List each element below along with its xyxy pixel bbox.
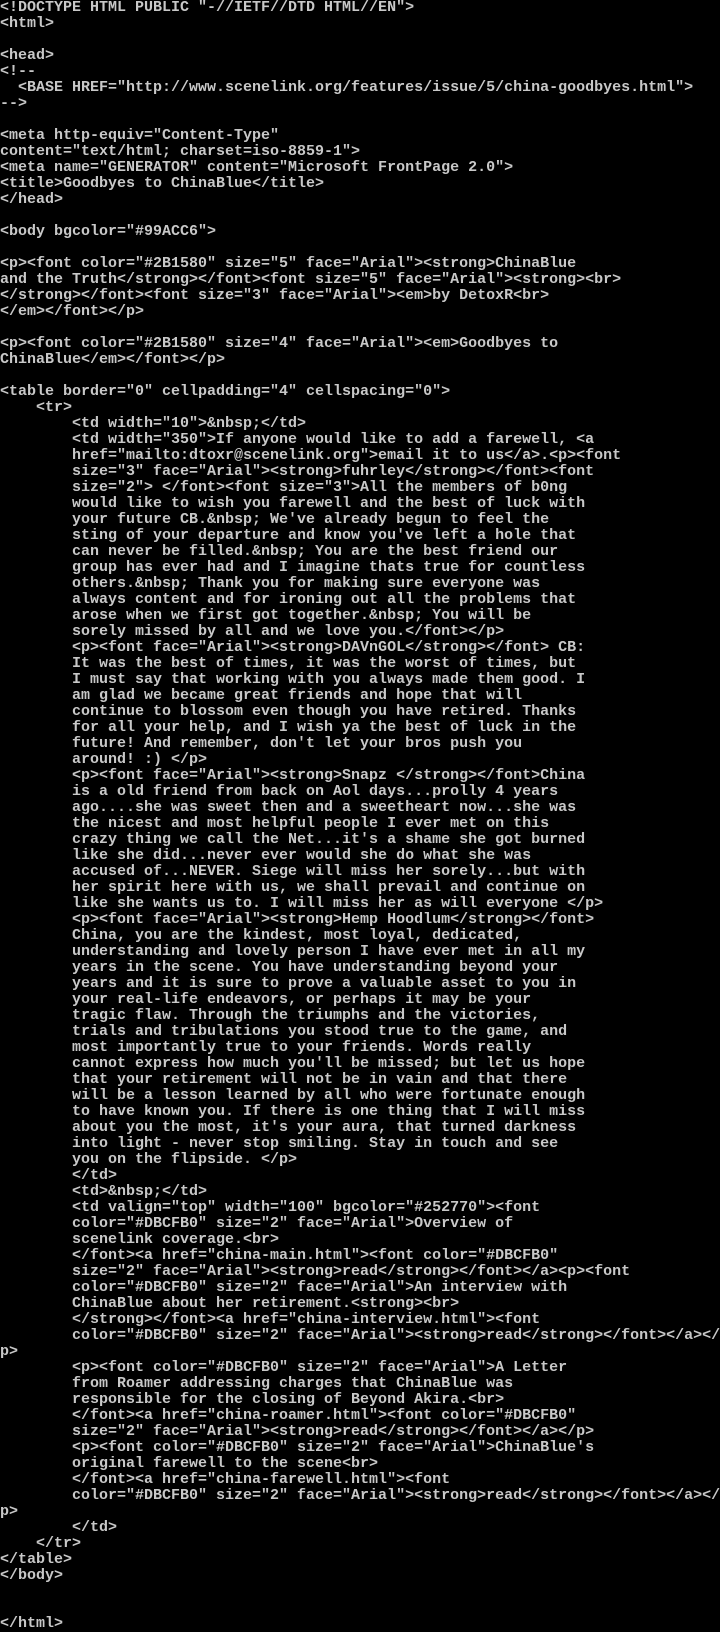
code-line: </tr> bbox=[0, 1536, 82, 1552]
code-line: <p><font face="Arial"><strong>Snapz </strong></font>China bbox=[0, 768, 586, 784]
code-line: <p><font color="#2B1580" size="5" face="Arial"><strong>ChinaBlue bbox=[0, 256, 577, 272]
code-line: <head> bbox=[0, 48, 55, 64]
code-line: <p><font color="#DBCFB0" size="2" face="Arial">ChinaBlue's bbox=[0, 1440, 595, 1456]
code-line: <meta name="GENERATOR" content="Microsoft FrontPage 2.0"> bbox=[0, 160, 514, 176]
code-line: China, you are the kindest, most loyal, dedicated, bbox=[0, 928, 523, 944]
code-line bbox=[0, 368, 720, 384]
code-line: <html> bbox=[0, 16, 55, 32]
code-line bbox=[0, 112, 720, 128]
code-line: that your retirement will not be in vain and that there bbox=[0, 1072, 568, 1088]
code-line: p> bbox=[0, 1504, 19, 1520]
code-line: </strong></font><font size="3" face="Arial"><em>by DetoxR<br> bbox=[0, 288, 550, 304]
code-line: to have known you. If there is one thing that I will miss bbox=[0, 1104, 586, 1120]
code-line: ChinaBlue about her retirement.<strong><br> bbox=[0, 1296, 460, 1312]
code-line: I must say that working with you always made them good. I bbox=[0, 672, 586, 688]
code-line: the nicest and most helpful people I ever met on this bbox=[0, 816, 550, 832]
code-line: most importantly true to your friends. Words really bbox=[0, 1040, 532, 1056]
code-line: <table border="0" cellpadding="4" cellspacing="0"> bbox=[0, 384, 451, 400]
code-line: </font><a href="china-farewell.html"><font bbox=[0, 1472, 451, 1488]
code-line: around! :) </p> bbox=[0, 752, 208, 768]
code-line: trials and tribulations you stood true to the game, and bbox=[0, 1024, 568, 1040]
code-line: <p><font color="#2B1580" size="4" face="Arial"><em>Goodbyes to bbox=[0, 336, 559, 352]
code-line: would like to wish you farewell and the best of luck with bbox=[0, 496, 586, 512]
code-line: color="#DBCFB0" size="2" face="Arial">Overview of bbox=[0, 1216, 514, 1232]
code-line: </td> bbox=[0, 1520, 118, 1536]
code-line: <meta http-equiv="Content-Type" bbox=[0, 128, 280, 144]
code-line: is a old friend from back on Aol days...prolly 4 years bbox=[0, 784, 559, 800]
code-line: </font><a href="china-main.html"><font color="#DBCFB0" bbox=[0, 1248, 559, 1264]
code-line: </strong></font><a href="china-interview.html"><font bbox=[0, 1312, 541, 1328]
code-line: size="2"> </font><font size="3">All the members of b0ng bbox=[0, 480, 568, 496]
code-line bbox=[0, 240, 720, 256]
code-line: <td>&nbsp;</td> bbox=[0, 1184, 208, 1200]
code-line: scenelink coverage.<br> bbox=[0, 1232, 280, 1248]
code-line: arose when we first got together.&nbsp; You will be bbox=[0, 608, 532, 624]
code-line: your future CB.&nbsp; We've already begun to feel the bbox=[0, 512, 550, 528]
code-line: sting of your departure and know you've left a hole that bbox=[0, 528, 577, 544]
code-line: <p><font face="Arial"><strong>Hemp Hoodlum</strong></font> bbox=[0, 912, 595, 928]
code-line: crazy thing we call the Net...it's a shame she got burned bbox=[0, 832, 586, 848]
code-line: <!-- bbox=[0, 64, 37, 80]
code-line: into light - never stop smiling. Stay in touch and see bbox=[0, 1136, 559, 1152]
code-line: your real-life endeavors, or perhaps it may be your bbox=[0, 992, 532, 1008]
code-line: group has ever had and I imagine thats true for countless bbox=[0, 560, 586, 576]
code-line: size="2" face="Arial"><strong>read</strong></font></a></p> bbox=[0, 1424, 595, 1440]
code-line: future! And remember, don't let your bros push you bbox=[0, 736, 523, 752]
code-line: years in the scene. You have understanding beyond your bbox=[0, 960, 559, 976]
code-line: sorely missed by all and we love you.</font></p> bbox=[0, 624, 505, 640]
code-line: cannot express how much you'll be missed; but let us hope bbox=[0, 1056, 586, 1072]
code-line: always content and for ironing out all the problems that bbox=[0, 592, 577, 608]
code-line: size="3" face="Arial"><strong>fuhrley</strong></font><font bbox=[0, 464, 595, 480]
code-line: her spirit here with us, we shall prevail and continue on bbox=[0, 880, 586, 896]
code-line: about you the most, it's your aura, that turned darkness bbox=[0, 1120, 577, 1136]
code-line: <body bgcolor="#99ACC6"> bbox=[0, 224, 217, 240]
code-line: original farewell to the scene<br> bbox=[0, 1456, 379, 1472]
code-line: </body> bbox=[0, 1568, 64, 1584]
code-line: years and it is sure to prove a valuable asset to you in bbox=[0, 976, 577, 992]
code-line: <p><font color="#DBCFB0" size="2" face="Arial">A Letter bbox=[0, 1360, 568, 1376]
code-line: --> bbox=[0, 96, 28, 112]
code-line: <td width="10">&nbsp;</td> bbox=[0, 416, 307, 432]
code-line: </html> bbox=[0, 1616, 64, 1632]
code-line: </td> bbox=[0, 1168, 118, 1184]
code-line: <tr> bbox=[0, 400, 73, 416]
code-line bbox=[0, 320, 720, 336]
code-line: size="2" face="Arial"><strong>read</strong></font></a><p><font bbox=[0, 1264, 631, 1280]
code-line: color="#DBCFB0" size="2" face="Arial"><strong>read</strong></font></a></ bbox=[0, 1488, 720, 1504]
code-line: <td width="350">If anyone would like to add a farewell, <a bbox=[0, 432, 595, 448]
code-line: <BASE HREF="http://www.scenelink.org/features/issue/5/china-goodbyes.html"> bbox=[0, 80, 694, 96]
code-line: p> bbox=[0, 1344, 19, 1360]
code-line: others.&nbsp; Thank you for making sure everyone was bbox=[0, 576, 541, 592]
code-line bbox=[0, 32, 720, 48]
code-line: for all your help, and I wish ya the best of luck in the bbox=[0, 720, 577, 736]
code-line: like she did...never ever would she do what she was bbox=[0, 848, 532, 864]
code-line: understanding and lovely person I have ever met in all my bbox=[0, 944, 586, 960]
code-line bbox=[0, 208, 720, 224]
code-line: am glad we became great friends and hope that will bbox=[0, 688, 523, 704]
code-line: </table> bbox=[0, 1552, 73, 1568]
code-line: It was the best of times, it was the worst of times, but bbox=[0, 656, 577, 672]
code-line: accused of...NEVER. Siege will miss her sorely...but with bbox=[0, 864, 586, 880]
code-line: ago....she was sweet then and a sweetheart now...she was bbox=[0, 800, 577, 816]
code-line: <!DOCTYPE HTML PUBLIC "-//IETF//DTD HTML//EN"> bbox=[0, 0, 415, 16]
code-line: </head> bbox=[0, 192, 64, 208]
code-line bbox=[0, 1584, 720, 1600]
code-line: <td valign="top" width="100" bgcolor="#252770"><font bbox=[0, 1200, 541, 1216]
code-line: tragic flaw. Through the triumphs and the victories, bbox=[0, 1008, 541, 1024]
code-line: <p><font face="Arial"><strong>DAVnGOL</strong></font> CB: bbox=[0, 640, 586, 656]
code-line bbox=[0, 1600, 720, 1616]
code-line: from Roamer addressing charges that ChinaBlue was bbox=[0, 1376, 514, 1392]
code-line: href="mailto:dtoxr@scenelink.org">email it to us</a>.<p><font bbox=[0, 448, 622, 464]
code-line: like she wants us to. I will miss her as will everyone </p> bbox=[0, 896, 604, 912]
code-line: <title>Goodbyes to ChinaBlue</title> bbox=[0, 176, 325, 192]
code-line: will be a lesson learned by all who were fortunate enough bbox=[0, 1088, 586, 1104]
code-line: you on the flipside. </p> bbox=[0, 1152, 298, 1168]
code-line: </font><a href="china-roamer.html"><font color="#DBCFB0" bbox=[0, 1408, 577, 1424]
code-line: color="#DBCFB0" size="2" face="Arial">An interview with bbox=[0, 1280, 568, 1296]
code-line: content="text/html; charset=iso-8859-1"> bbox=[0, 144, 361, 160]
code-line: </em></font></p> bbox=[0, 304, 145, 320]
code-line: and the Truth</strong></font><font size="5" face="Arial"><strong><br> bbox=[0, 272, 622, 288]
code-line: ChinaBlue</em></font></p> bbox=[0, 352, 226, 368]
code-line: color="#DBCFB0" size="2" face="Arial"><strong>read</strong></font></a></ bbox=[0, 1328, 720, 1344]
code-line: continue to blossom even though you have retired. Thanks bbox=[0, 704, 577, 720]
code-line: can never be filled.&nbsp; You are the best friend our bbox=[0, 544, 559, 560]
code-line: responsible for the closing of Beyond Akira.<br> bbox=[0, 1392, 505, 1408]
